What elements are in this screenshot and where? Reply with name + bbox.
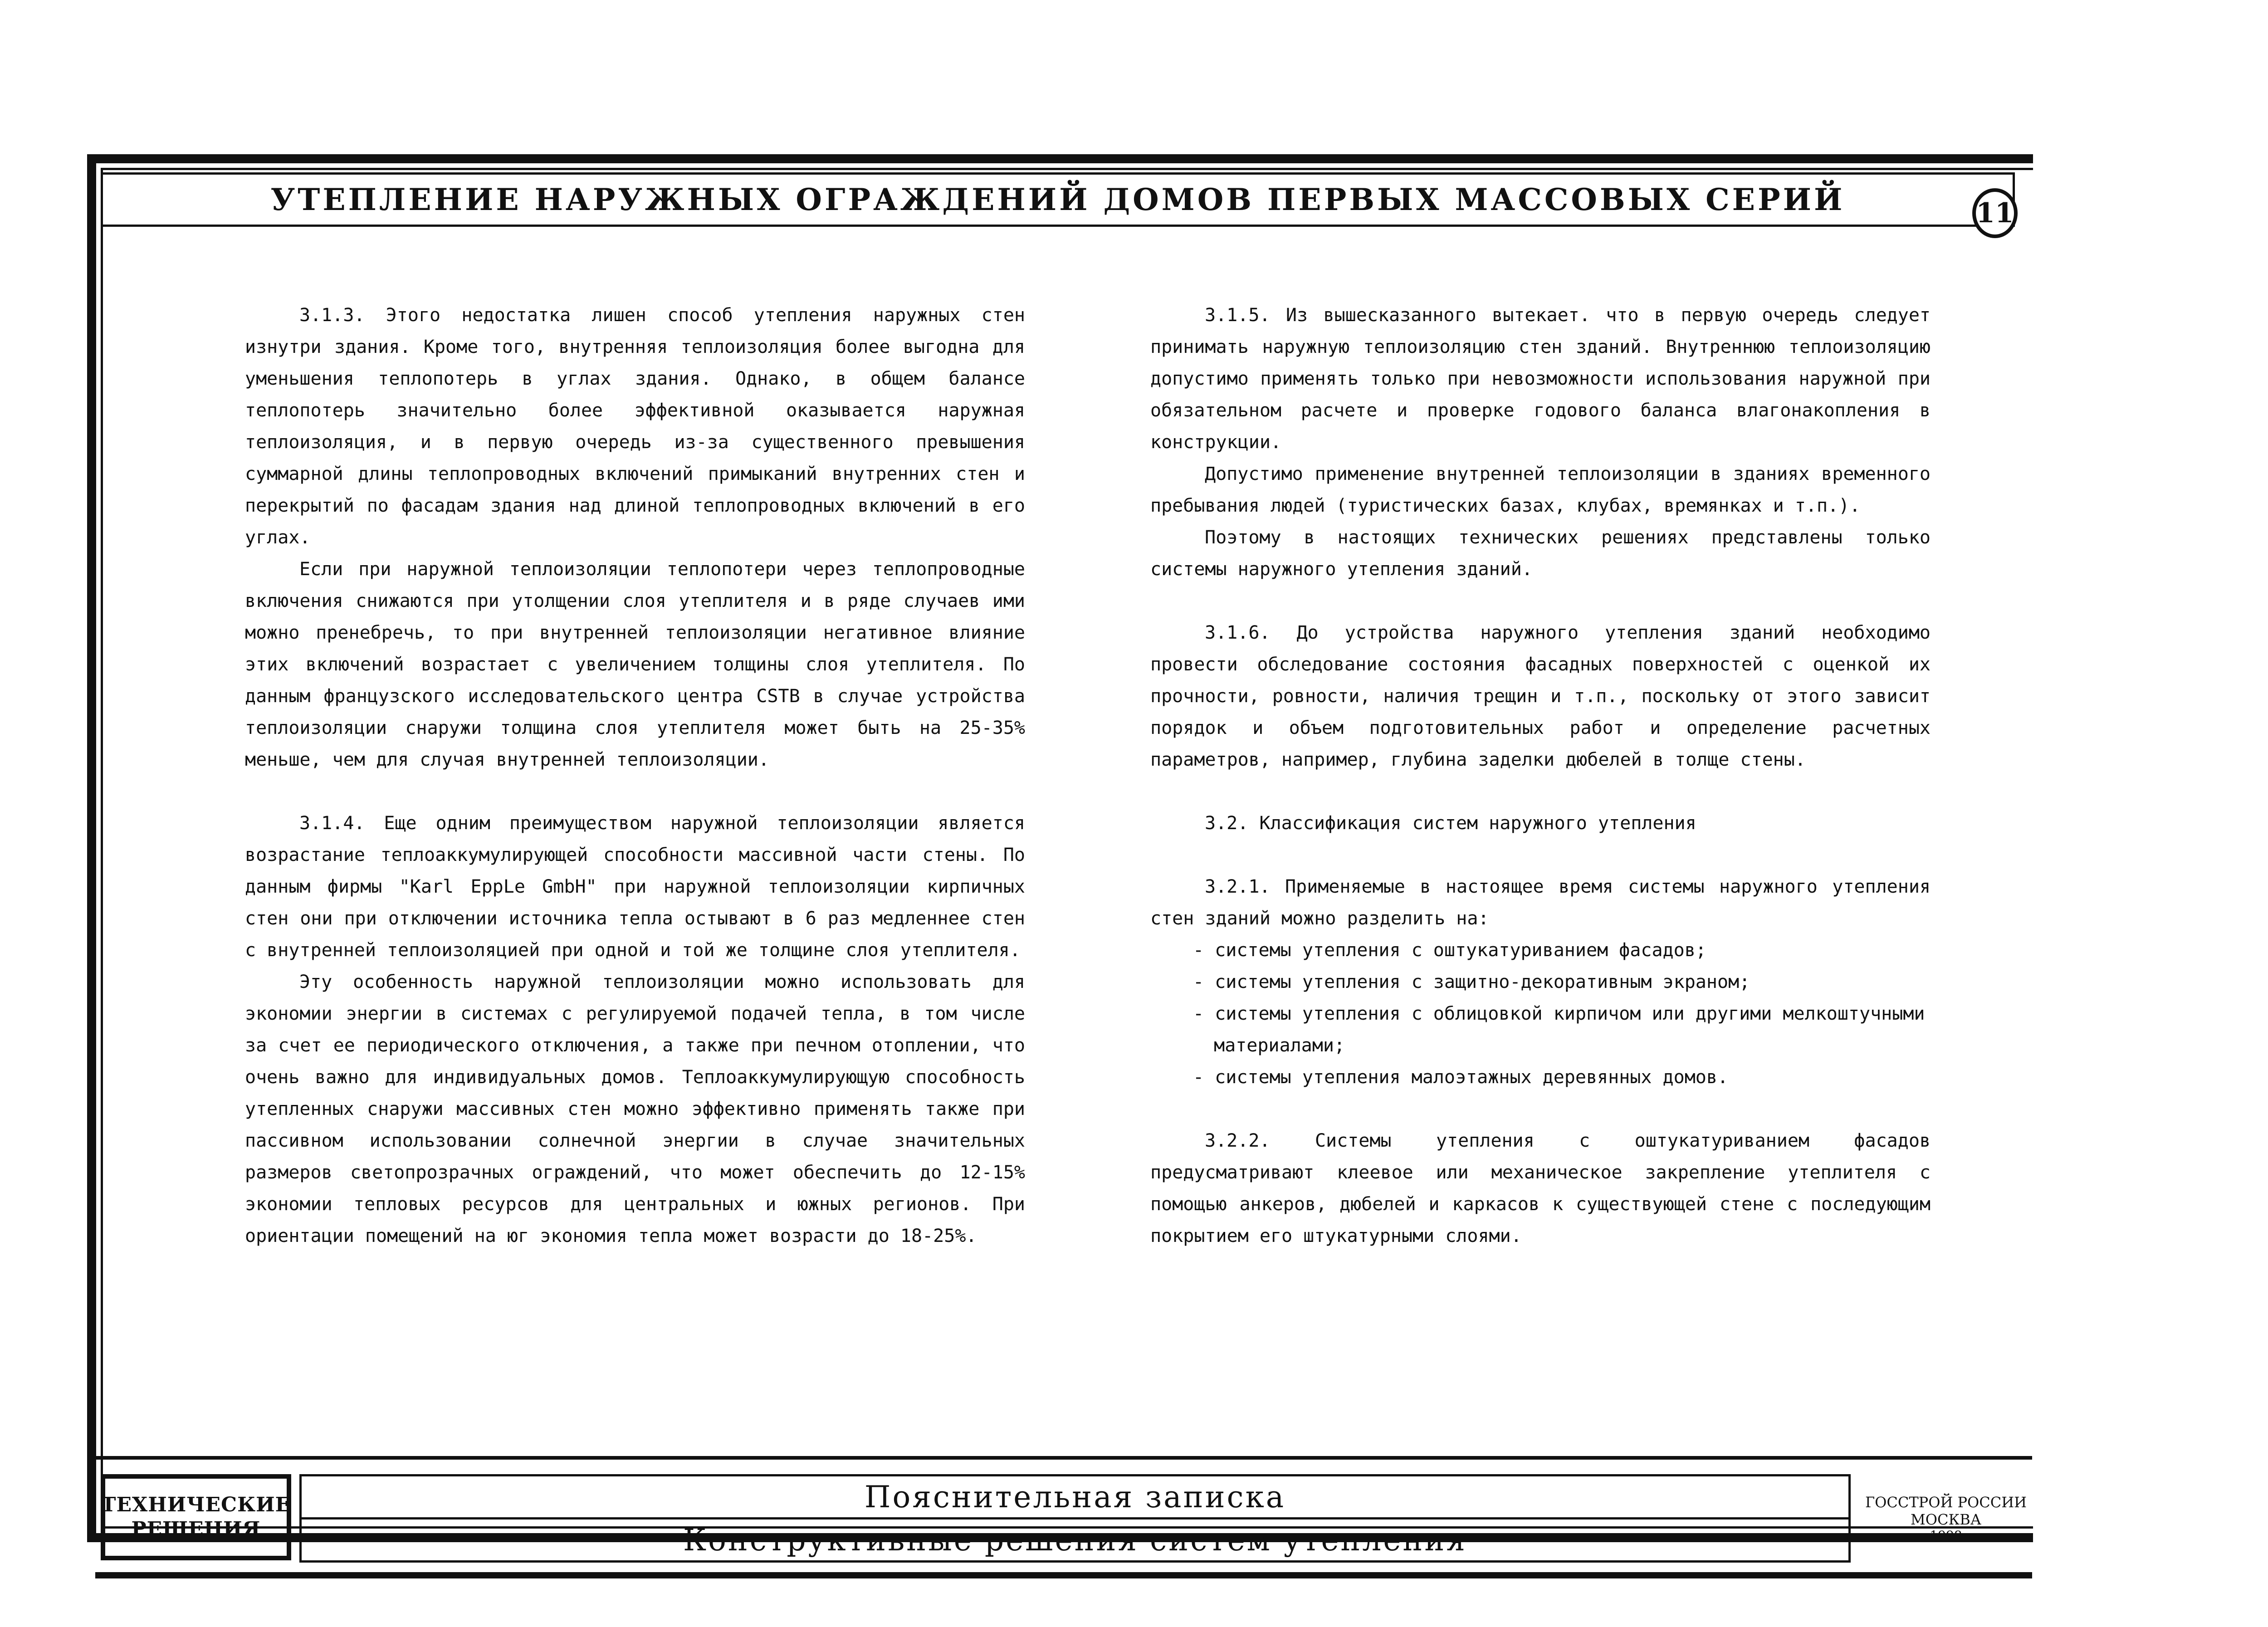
spacer <box>1150 776 1931 807</box>
publisher-year: 1998 <box>1930 1528 1962 1543</box>
paragraph-3-1-6: 3.1.6. До устройства наружного утепления зданий необходимо провести обследование состояния фасадных поверхностей с оценкой их прочности, ровности, наличия трещин и т.п., поскольку от этого зависит порядок и объем подготовительных работ и определение расчетных параметров, например, глубина заделки дюбелей в толще стены. <box>1150 622 1931 770</box>
paragraph-3-1-5: 3.1.5. Из вышесказанного вытекает. что в первую очередь следует принимать наружную теплоизоляцию стен зданий. Внутреннюю теплоизоляцию допустимо применять только при невозможности использования наружной при обязательном расчете и проверке годового баланса влагонакопления в конструкции. <box>1150 305 1931 453</box>
left-column <box>245 299 1025 1252</box>
publisher-city: МОСКВА <box>1911 1510 1981 1528</box>
right-column <box>1150 299 1931 1252</box>
spacer <box>1150 585 1931 617</box>
paragraph-3-1-3: 3.1.3. Этого недостатка лишен способ утепления наружных стен изнутри здания. Кроме того, внутренняя теплоизоляция более выгодна для уменьшения теплопотерь в углах здания. Однако, в общем балансе теплопотерь значительно более эффективной оказывается наружная теплоизоляция, и в первую очередь из-за существенного превышения суммарной длины теплопроводных включений примыканий внутренних стен и перекрытий по фасадам здания над длиной теплопроводных включений в его углах. <box>245 305 1025 548</box>
paragraph-3-2-1: 3.2.1. Применяемые в настоящее время системы наружного утепления стен зданий можно разделить на: <box>1150 876 1931 929</box>
series-stamp <box>101 1474 291 1560</box>
paragraph-3-1-5-cont2: Поэтому в настоящих технических решениях представлены только системы наружного утепления зданий. <box>1150 527 1931 580</box>
series-stamp-line2: РЕШЕНИЯ <box>131 1518 261 1541</box>
publisher-org: ГОССТРОЙ РОССИИ <box>1865 1493 2027 1511</box>
spacer <box>1150 839 1931 871</box>
list-item: - системы утепления с защитно-декоративным экраном; <box>1193 972 1750 992</box>
spacer <box>1150 1093 1931 1125</box>
page-title: УТЕПЛЕНИЕ НАРУЖНЫХ ОГРАЖДЕНИЙ ДОМОВ ПЕРВЫХ МАССОВЫХ СЕРИЙ <box>270 182 1845 217</box>
paragraph-3-2-2: 3.2.2. Системы утепления с оштукатуриванием фасадов предусматривают клеевое или механическое закрепление утеплителя с помощью анкеров, дюбелей и каркасов к существующей стене с последующим покрытием его штукатурными слоями. <box>1150 1130 1931 1246</box>
list-item: - системы утепления с оштукатуриванием фасадов; <box>1193 940 1706 961</box>
page-number-badge: 11 <box>1972 188 2018 238</box>
paragraph-3-1-4: 3.1.4. Еще одним преимуществом наружной теплоизоляции является возрастание теплоаккумулирующей способности массивной части стены. По данным фирмы "Karl EppLe GmbH" при наружной теплоизоляции кирпичных стен они при отключении источника тепла остывают в 6 раз медленнее стен с внутренней теплоизоляцией при одной и той же толщине слоя утеплителя. <box>245 813 1025 961</box>
spacer <box>245 776 1025 807</box>
header-box <box>101 172 2015 227</box>
section-heading-3-2: 3.2. Классификация систем наружного утепления <box>1205 813 1696 834</box>
title-block-row-2: Конструктивные решения систем утепления <box>299 1517 1851 1563</box>
paragraph-3-1-3-cont: Если при наружной теплоизоляции теплопотери через теплопроводные включения снижаются при утолщении слоя утеплителя и в ряде случаев ими можно пренебречь, то при внутренней теплоизоляции негативное влияние этих включений возрастает с увеличением толщины слоя утеплителя. По данным французского исследовательского центра CSTB в случае устройства теплоизоляции снаружи толщина слоя утеплителя может быть на 25-35% меньше, чем для случая внутренней теплоизоляции. <box>245 559 1025 770</box>
list-item: - системы утепления малоэтажных деревянных домов. <box>1193 1067 1729 1088</box>
publisher-stamp <box>1855 1474 2037 1563</box>
list-item: - системы утепления с облицовкой кирпичом или другими мелкоштучными материалами; <box>1193 1003 1925 1056</box>
paragraph-3-1-4-cont: Эту особенность наружной теплоизоляции можно использовать для экономии энергии в системах с регулируемой подачей тепла, в том числе за счет ее периодического отключения, а также при печном отоплении, что очень важно для индивидуальных домов. Теплоаккумулирующую способность утепленных снаружи массивных стен можно эффективно применять также при пассивном использовании солнечной энергии в случае значительных размеров светопрозрачных ограждений, что может обеспечить до 12-15% экономии тепловых ресурсов для центральных и южных регионов. При ориентации помещений на юг экономия тепла может возрасти до 18-25%. <box>245 972 1025 1246</box>
title-block-row-1: Пояснительная записка <box>299 1474 1851 1520</box>
paragraph-3-1-5-cont: Допустимо применение внутренней теплоизоляции в зданиях временного пребывания людей (туристических базах, клубах, времянках и т.п.). <box>1150 464 1931 516</box>
series-stamp-line1: ТЕХНИЧЕСКИЕ <box>101 1493 291 1516</box>
